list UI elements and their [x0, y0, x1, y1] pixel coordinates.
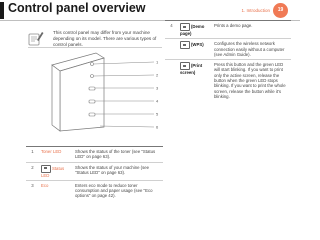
status-led-icon	[41, 165, 51, 173]
row-number: 2	[26, 162, 39, 180]
note-divider	[28, 47, 162, 48]
row-number	[165, 39, 178, 60]
row-number: 4	[165, 21, 178, 39]
row-name: Eco	[39, 180, 73, 200]
row-name: Toner LED	[39, 147, 73, 163]
row-description: Shows the status of your machine (see "Status LED" on page 63).	[73, 162, 163, 180]
eco-button-mark	[89, 87, 95, 90]
row-description: Press this button and the green LED will start blinking. If you want to print only the active screen, release the button when the green LED stops blinking. If you want to print the whole screen, release the button while it's blinking.	[212, 60, 291, 102]
row-name	[39, 162, 73, 180]
section-breadcrumb: 1. Introduction	[241, 8, 270, 13]
toner-led-mark	[91, 63, 94, 66]
row-description: Configures the wireless network connection easily without a computer (see Admin Guide).	[212, 39, 291, 60]
row-name	[178, 21, 212, 39]
callout-6: 6	[156, 124, 159, 130]
note-text: This control panel may differ from your machine depending on its model. There are various types of control panels.	[53, 30, 157, 47]
demo-page-button-icon	[180, 23, 190, 31]
callout-1: 1	[156, 59, 159, 65]
row-description: Prints a demo page.	[212, 21, 291, 39]
control-panel-illustration	[44, 49, 164, 135]
wps-button-icon	[180, 41, 190, 49]
table-row	[26, 162, 163, 180]
row-description: Enters eco mode to reduce toner consumption and paper usage (see "Eco options" on page 42).	[73, 180, 163, 200]
row-name-text: Status LED	[41, 165, 65, 178]
callout-3: 3	[156, 85, 159, 91]
table-row	[26, 180, 163, 200]
control-panel-body	[52, 53, 104, 131]
callout-5: 5	[156, 111, 159, 117]
row-name	[178, 60, 212, 102]
row-number: 3	[26, 180, 39, 200]
row-number	[165, 60, 178, 102]
row-name-text: (Print screen)	[180, 63, 203, 76]
left-legend-table	[26, 146, 163, 201]
callout-2: 2	[156, 72, 159, 78]
power-button-mark	[89, 113, 95, 116]
row-name	[178, 39, 212, 60]
note-pencil-icon	[28, 30, 44, 46]
status-led-mark	[91, 75, 94, 78]
table-row	[165, 21, 291, 39]
table-row	[26, 147, 163, 163]
demo-button-mark	[89, 100, 95, 103]
print-screen-button-icon	[180, 62, 190, 70]
row-name-text: (WPS)	[191, 42, 204, 48]
row-number: 1	[26, 147, 39, 163]
row-name-text: (Demo page)	[180, 24, 205, 36]
page-number-badge: 19	[273, 3, 288, 18]
right-legend-table	[165, 20, 291, 101]
page-title: Control panel overview	[8, 1, 146, 15]
callout-4: 4	[156, 98, 159, 104]
table-row	[165, 39, 291, 60]
header-accent-bar	[0, 2, 4, 19]
row-description: Shows the status of the toner (see "Status LED" on page 63).	[73, 147, 163, 163]
table-row	[165, 60, 291, 102]
